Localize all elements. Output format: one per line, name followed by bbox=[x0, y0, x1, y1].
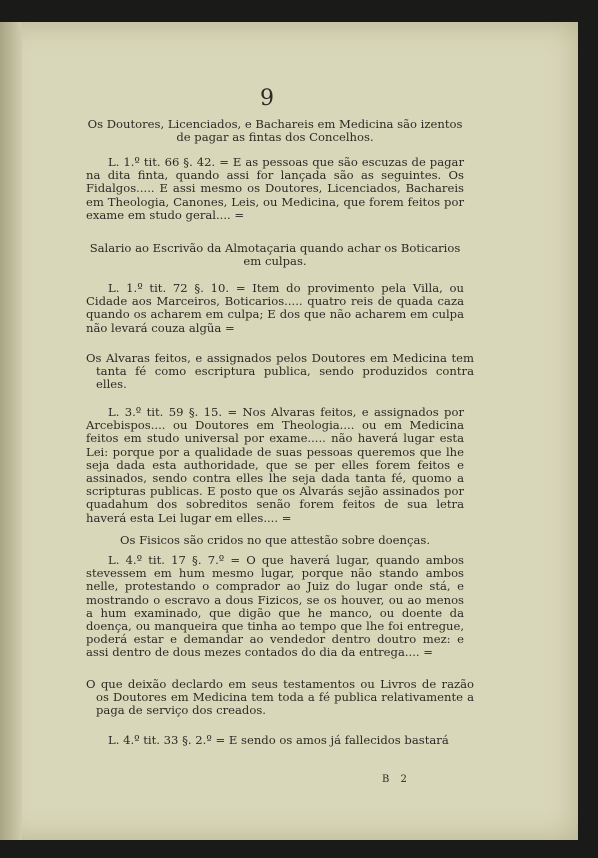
heading-salario-escrivao: Salario ao Escrivão da Almotaçaria quando achar os Boticarios em culpas. bbox=[89, 241, 461, 269]
heading-fisicos: Os Fisicos são cridos no que attestão sobre doenças. bbox=[119, 533, 431, 547]
document-page bbox=[0, 22, 578, 840]
page-number: 9 bbox=[260, 86, 274, 111]
law-paragraph: L. 1.º tit. 72 §. 10. = Item do provimento pela Villa, ou Cidade aos Marceiros, Boticarios..... quatro reis de quada caza quando os acharem em culpa; E dos que não acharem em culpa não levará couza algũa = bbox=[86, 281, 464, 335]
page-spine bbox=[0, 22, 22, 840]
heading-alvaras: Os Alvaras feitos, e assignados pelos Doutores em Medicina tem tanta fé como escriptura publica, sendo produzidos contra elles. bbox=[86, 351, 474, 392]
law-paragraph: L. 1.º tit. 66 §. 42. = E as pessoas que são escuzas de pagar na dita finta, quando assi for lançada são as seguintes. Os Fidalgos..... E assi mesmo os Doutores, Licenciados, Bachareis em Theologia, Canones, Leis, ou Medicina, que forem feitos por exame em studo geral.... = bbox=[86, 155, 464, 222]
law-paragraph: L. 4.º tit. 17 §. 7.º = O que haverá lugar, quando ambos stevessem em hum mesmo lugar, porque não stando ambos nelle, protestando o comprador ao Juiz do lugar onde stá, e mostrando o escravo a dous Fizicos, se os houver, ou ao menos a hum examinado, que digão que he manco, ou doente da doença, ou manqueira que tinha ao tempo que lhe foi entregue, poderá estar e demandar ao vendedor dentro doutro mez: e assi dentro de dous mezes contados do dia da entrega.... = bbox=[86, 553, 464, 660]
law-paragraph: L. 3.º tit. 59 §. 15. = Nos Alvaras feitos, e assignados por Arcebispos.... ou Doutores em Theologia.... ou em Medicina feitos em studo universal por exame..... não haverá lugar esta Lei: porque por a qualidade de suas pessoas queremos que lhe seja dada esta authoridade, que se per elles forem feitos e assinados, sendo contra elles lhe seja dada tanta fé, quomo a scripturas publicas. E posto que os Alvarás sejão assinados por quadahum dos sobreditos senão forem feitos de sua letra haverá esta Lei lugar em elles.... = bbox=[86, 405, 464, 525]
signature-mark: B 2 bbox=[382, 774, 411, 785]
law-paragraph: L. 4.º tit. 33 §. 2.º = E sendo os amos já fallecidos bastará bbox=[108, 733, 449, 747]
heading-testamentos: O que deixão declardo em seus testamentos ou Livros de razão os Doutores em Medicina tem toda a fé publica relativamente a paga de serviço dos creados. bbox=[86, 677, 474, 718]
heading-doutores-izentos: Os Doutores, Licenciados, e Bachareis em Medicina são izentos de pagar as fintas dos Concelhos. bbox=[87, 117, 463, 145]
